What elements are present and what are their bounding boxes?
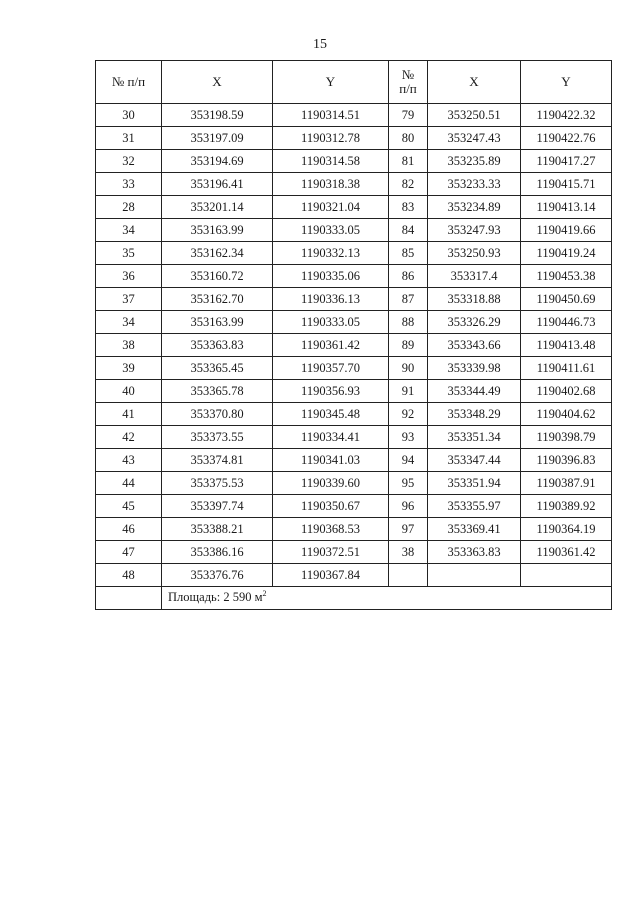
y-coordinate-cell: 1190339.60: [273, 472, 389, 495]
point-number-2-cell: [389, 564, 428, 587]
y-coordinate-2-cell: 1190446.73: [521, 311, 612, 334]
x-coordinate-cell: 353386.16: [162, 541, 273, 564]
x-coordinate-2-cell: 353250.93: [428, 242, 521, 265]
y-coordinate-cell: 1190356.93: [273, 380, 389, 403]
x-coordinate-cell: 353201.14: [162, 196, 273, 219]
table-row: [96, 426, 612, 449]
point-number-2-cell: 84: [389, 219, 428, 242]
header-point-number-2: [389, 61, 428, 104]
header-number-sign: №: [401, 67, 415, 82]
x-coordinate-2-cell: 353363.83: [428, 541, 521, 564]
x-coordinate-cell: 353365.78: [162, 380, 273, 403]
y-coordinate-cell: 1190332.13: [273, 242, 389, 265]
x-coordinate-cell: 353376.76: [162, 564, 273, 587]
table-header-row: [96, 61, 612, 104]
x-coordinate-2-cell: [428, 564, 521, 587]
table-row: [96, 104, 612, 127]
point-number-2-cell: 86: [389, 265, 428, 288]
x-coordinate-cell: 353365.45: [162, 357, 273, 380]
x-coordinate-cell: 353163.99: [162, 311, 273, 334]
x-coordinate-cell: 353373.55: [162, 426, 273, 449]
point-number-2-cell: 87: [389, 288, 428, 311]
table-row: [96, 380, 612, 403]
table-row: [96, 150, 612, 173]
x-coordinate-cell: 353197.09: [162, 127, 273, 150]
y-coordinate-2-cell: 1190387.91: [521, 472, 612, 495]
table-row: [96, 403, 612, 426]
point-number-2-cell: 85: [389, 242, 428, 265]
point-number-cell: 41: [96, 403, 162, 426]
x-coordinate-cell: 353397.74: [162, 495, 273, 518]
x-coordinate-cell: 353198.59: [162, 104, 273, 127]
point-number-cell: 33: [96, 173, 162, 196]
y-coordinate-2-cell: 1190417.27: [521, 150, 612, 173]
y-coordinate-2-cell: 1190396.83: [521, 449, 612, 472]
page-number: 15: [313, 37, 327, 52]
table-row: [96, 449, 612, 472]
point-number-2-cell: 94: [389, 449, 428, 472]
point-number-2-cell: 93: [389, 426, 428, 449]
x-coordinate-cell: 353196.41: [162, 173, 273, 196]
header-point-number: № п/п: [96, 61, 162, 104]
table-row: [96, 357, 612, 380]
point-number-cell: 40: [96, 380, 162, 403]
table-row: [96, 495, 612, 518]
point-number-cell: 34: [96, 219, 162, 242]
point-number-2-cell: 90: [389, 357, 428, 380]
point-number-cell: 37: [96, 288, 162, 311]
y-coordinate-cell: 1190368.53: [273, 518, 389, 541]
point-number-2-cell: 88: [389, 311, 428, 334]
x-coordinate-2-cell: 353351.94: [428, 472, 521, 495]
header-y-2: Y: [521, 61, 612, 104]
x-coordinate-2-cell: 353250.51: [428, 104, 521, 127]
coordinates-table: [95, 60, 612, 610]
x-coordinate-2-cell: 353339.98: [428, 357, 521, 380]
point-number-cell: 44: [96, 472, 162, 495]
point-number-cell: 34: [96, 311, 162, 334]
y-coordinate-cell: 1190333.05: [273, 219, 389, 242]
table-row: [96, 472, 612, 495]
table-row: [96, 127, 612, 150]
point-number-cell: 43: [96, 449, 162, 472]
y-coordinate-cell: 1190334.41: [273, 426, 389, 449]
area-label: Площадь: 2 590 м: [168, 590, 263, 605]
x-coordinate-cell: 353370.80: [162, 403, 273, 426]
y-coordinate-2-cell: 1190398.79: [521, 426, 612, 449]
y-coordinate-cell: 1190312.78: [273, 127, 389, 150]
x-coordinate-2-cell: 353343.66: [428, 334, 521, 357]
point-number-2-cell: 83: [389, 196, 428, 219]
y-coordinate-2-cell: 1190419.66: [521, 219, 612, 242]
point-number-2-cell: 96: [389, 495, 428, 518]
x-coordinate-cell: 353162.70: [162, 288, 273, 311]
x-coordinate-2-cell: 353355.97: [428, 495, 521, 518]
point-number-2-cell: 79: [389, 104, 428, 127]
y-coordinate-2-cell: 1190450.69: [521, 288, 612, 311]
x-coordinate-2-cell: 353347.44: [428, 449, 521, 472]
table-row: [96, 518, 612, 541]
point-number-2-cell: 89: [389, 334, 428, 357]
point-number-2-cell: 92: [389, 403, 428, 426]
y-coordinate-2-cell: 1190413.14: [521, 196, 612, 219]
table-row: [96, 541, 612, 564]
y-coordinate-cell: 1190318.38: [273, 173, 389, 196]
y-coordinate-2-cell: 1190402.68: [521, 380, 612, 403]
y-coordinate-2-cell: 1190422.32: [521, 104, 612, 127]
point-number-cell: 42: [96, 426, 162, 449]
y-coordinate-2-cell: 1190364.19: [521, 518, 612, 541]
x-coordinate-2-cell: 353369.41: [428, 518, 521, 541]
y-coordinate-cell: 1190341.03: [273, 449, 389, 472]
y-coordinate-cell: 1190357.70: [273, 357, 389, 380]
point-number-2-cell: 91: [389, 380, 428, 403]
point-number-cell: 31: [96, 127, 162, 150]
point-number-cell: 38: [96, 334, 162, 357]
area-cell: [162, 587, 612, 610]
x-coordinate-2-cell: 353234.89: [428, 196, 521, 219]
point-number-cell: 30: [96, 104, 162, 127]
y-coordinate-cell: 1190333.05: [273, 311, 389, 334]
x-coordinate-cell: 353388.21: [162, 518, 273, 541]
point-number-cell: 39: [96, 357, 162, 380]
point-number-cell: 47: [96, 541, 162, 564]
table-row: [96, 196, 612, 219]
x-coordinate-cell: 353363.83: [162, 334, 273, 357]
table-body: [96, 104, 612, 587]
point-number-cell: 32: [96, 150, 162, 173]
area-unit-superscript: 2: [262, 589, 267, 598]
x-coordinate-cell: 353163.99: [162, 219, 273, 242]
y-coordinate-cell: 1190367.84: [273, 564, 389, 587]
y-coordinate-cell: 1190314.51: [273, 104, 389, 127]
point-number-2-cell: 80: [389, 127, 428, 150]
x-coordinate-cell: 353374.81: [162, 449, 273, 472]
y-coordinate-cell: 1190336.13: [273, 288, 389, 311]
header-x: X: [162, 61, 273, 104]
x-coordinate-cell: 353194.69: [162, 150, 273, 173]
y-coordinate-2-cell: 1190453.38: [521, 265, 612, 288]
table-row: [96, 242, 612, 265]
x-coordinate-2-cell: 353233.33: [428, 173, 521, 196]
y-coordinate-2-cell: 1190411.61: [521, 357, 612, 380]
x-coordinate-2-cell: 353317.4: [428, 265, 521, 288]
header-pp: п/п: [399, 81, 417, 96]
header-x-2: X: [428, 61, 521, 104]
y-coordinate-cell: 1190372.51: [273, 541, 389, 564]
point-number-cell: 28: [96, 196, 162, 219]
table-row: [96, 311, 612, 334]
table-row: [96, 288, 612, 311]
y-coordinate-cell: 1190321.04: [273, 196, 389, 219]
point-number-2-cell: 81: [389, 150, 428, 173]
x-coordinate-2-cell: 353348.29: [428, 403, 521, 426]
area-empty-cell: [96, 587, 162, 610]
table-row: [96, 334, 612, 357]
x-coordinate-cell: 353375.53: [162, 472, 273, 495]
x-coordinate-2-cell: 353344.49: [428, 380, 521, 403]
table-row: [96, 265, 612, 288]
table-row: [96, 219, 612, 242]
point-number-cell: 36: [96, 265, 162, 288]
x-coordinate-2-cell: 353247.43: [428, 127, 521, 150]
y-coordinate-2-cell: 1190422.76: [521, 127, 612, 150]
y-coordinate-2-cell: 1190413.48: [521, 334, 612, 357]
y-coordinate-cell: 1190361.42: [273, 334, 389, 357]
y-coordinate-2-cell: 1190361.42: [521, 541, 612, 564]
x-coordinate-2-cell: 353235.89: [428, 150, 521, 173]
x-coordinate-cell: 353160.72: [162, 265, 273, 288]
y-coordinate-2-cell: 1190419.24: [521, 242, 612, 265]
area-row: [96, 587, 612, 610]
point-number-2-cell: 95: [389, 472, 428, 495]
y-coordinate-cell: 1190350.67: [273, 495, 389, 518]
table-row: [96, 173, 612, 196]
y-coordinate-cell: 1190314.58: [273, 150, 389, 173]
y-coordinate-cell: 1190335.06: [273, 265, 389, 288]
point-number-2-cell: 97: [389, 518, 428, 541]
x-coordinate-2-cell: 353247.93: [428, 219, 521, 242]
point-number-cell: 45: [96, 495, 162, 518]
point-number-2-cell: 82: [389, 173, 428, 196]
point-number-cell: 48: [96, 564, 162, 587]
y-coordinate-2-cell: 1190389.92: [521, 495, 612, 518]
x-coordinate-cell: 353162.34: [162, 242, 273, 265]
x-coordinate-2-cell: 353351.34: [428, 426, 521, 449]
point-number-cell: 46: [96, 518, 162, 541]
point-number-2-cell: 38: [389, 541, 428, 564]
point-number-cell: 35: [96, 242, 162, 265]
y-coordinate-2-cell: [521, 564, 612, 587]
x-coordinate-2-cell: 353326.29: [428, 311, 521, 334]
header-y: Y: [273, 61, 389, 104]
y-coordinate-2-cell: 1190404.62: [521, 403, 612, 426]
table-row: [96, 564, 612, 587]
y-coordinate-cell: 1190345.48: [273, 403, 389, 426]
y-coordinate-2-cell: 1190415.71: [521, 173, 612, 196]
x-coordinate-2-cell: 353318.88: [428, 288, 521, 311]
